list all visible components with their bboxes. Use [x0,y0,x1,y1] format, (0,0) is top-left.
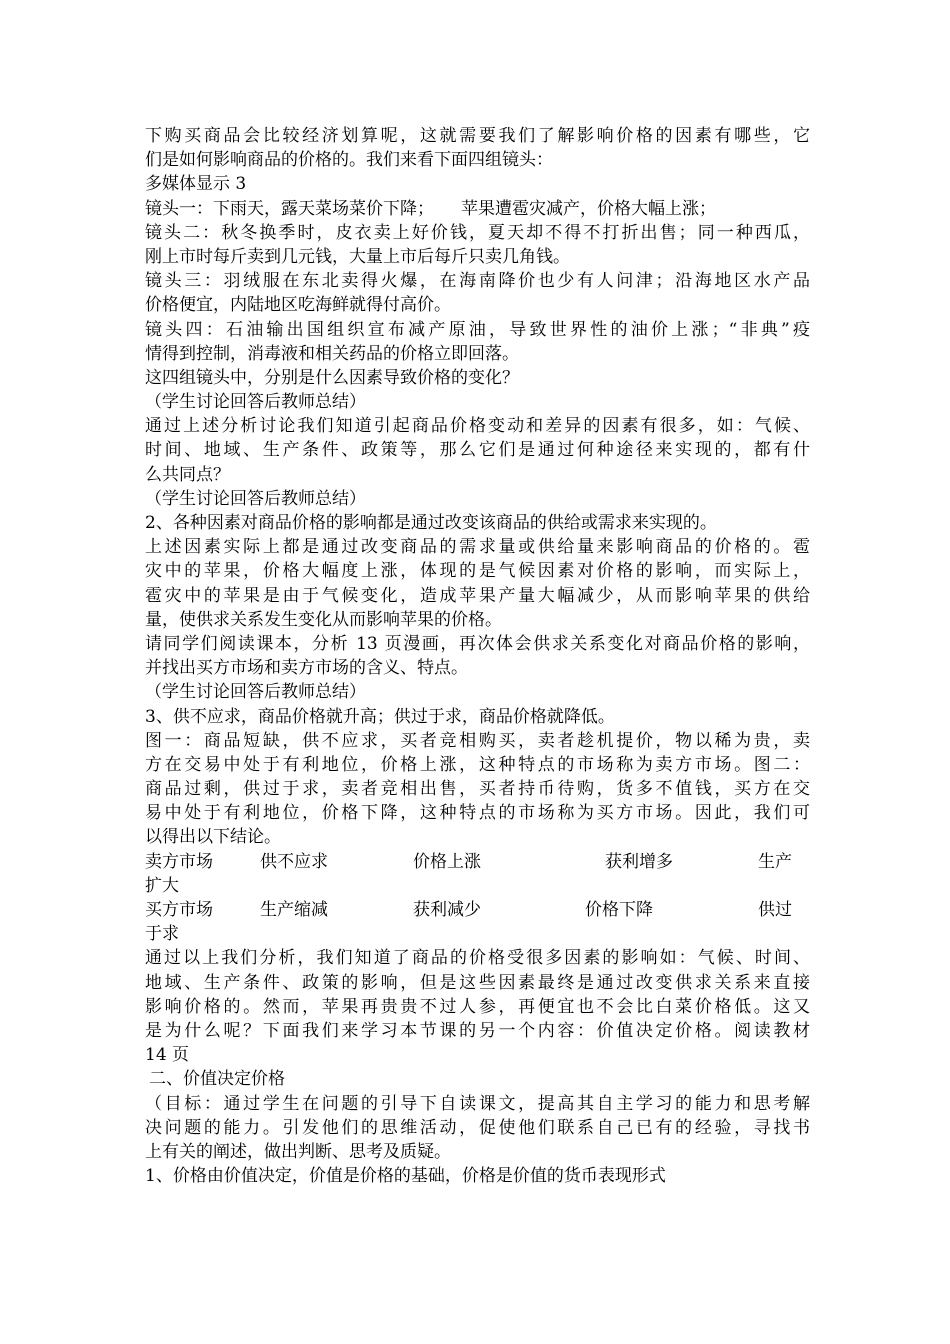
table-cell: 供过 [758,900,792,920]
table-cell: 获利增多 [605,851,673,872]
table-cell: 供不应求 [260,851,328,872]
paragraph-line: 镜头二：秋冬换季时，皮衣卖上好价钱，夏天却不得不打折出售；同一种西瓜， [145,222,810,243]
paragraph-line: 2、各种因素对商品价格的影响都是通过改变该商品的供给或需求来实现的。 [145,513,717,533]
paragraph-line: （学生讨论回答后教师总结） [145,488,366,509]
table-cell: 价格上涨 [413,851,481,872]
paragraph-line: 决问题的能力。引发他们的思维活动，促使他们联系自己已有的经验，寻找书 [145,1117,810,1138]
market-table-row-buyer [145,898,810,922]
paragraph-line: 上有关的阐述，做出判断、思考及质疑。 [145,1141,451,1162]
table-cell: 获利减少 [413,900,481,920]
paragraph-line: 14 页 [145,1045,190,1066]
paragraph-line: 以得出以下结论。 [145,827,281,848]
table-cell-wrap: 于求 [145,924,179,945]
paragraph-line: 刚上市时每斤卖到几元钱，大量上市后每斤只卖几角钱。 [145,246,570,267]
paragraph-line: 灾中的苹果，价格大幅度上涨，体现的是气候因素对价格的影响，而实际上， [145,561,810,582]
paragraph-line: 地域、生产条件、政策的影响，但是这些因素最终是通过改变供求关系来直接 [145,972,810,993]
table-cell: 生产 [758,851,792,872]
paragraph-line: 镜头三：羽绒服在东北卖得火爆，在海南降价也少有人问津；沿海地区水产品 [145,271,810,292]
paragraph-line: 这四组镜头中，分别是什么因素导致价格的变化？ [145,367,519,388]
section-heading: 二、价值决定价格 [149,1069,285,1090]
table-cell: 买方市场 [145,900,213,920]
paragraph-line: 通过上述分析讨论我们知道引起商品价格变动和差异的因素有很多，如：气候、 [145,416,810,437]
paragraph-line: （学生讨论回答后教师总结） [145,392,366,413]
paragraph-line: 通过以上我们分析，我们知道了商品的价格受很多因素的影响如：气候、时间、 [145,948,810,969]
document-page [145,124,810,1188]
paragraph-line: 时间、地域、生产条件、政策等，那么它们是通过何种途径来实现的，都有什 [145,440,810,461]
paragraph-line: 是为什么呢？下面我们来学习本节课的另一个内容：价值决定价格。阅读教材 [145,1020,810,1041]
paragraph-line: 易中处于有利地位，价格下降，这种特点的市场称为买方市场。因此，我们可 [145,803,810,824]
paragraph-line: 价格便宜，内陆地区吃海鲜就得付高价。 [145,295,451,316]
paragraph-line: 3、供不应求，商品价格就升高；供过于求，商品价格就降低。 [145,706,615,727]
table-cell: 卖方市场 [145,851,213,872]
table-cell: 价格下降 [585,900,653,920]
paragraph-line: 上述因素实际上都是通过改变商品的需求量或供给量来影响商品的价格的。雹 [145,537,810,558]
table-cell-wrap: 扩大 [145,875,179,896]
paragraph-line: 情得到控制，消毒液和相关药品的价格立即回落。 [145,343,519,364]
paragraph-line: 镜头四：石油输出国组织宣布减产原油，导致世界性的油价上涨；“非典”疫 [145,319,810,340]
paragraph-line: 镜头一：下雨天，露天菜场菜价下降； 苹果遭雹灾减产，价格大幅上涨； [145,198,717,219]
paragraph-line: 么共同点？ [145,464,230,485]
paragraph-line: （学生讨论回答后教师总结） [145,682,366,703]
paragraph-line: 1、价格由价值决定，价值是价格的基础，价格是价值的货币表现形式 [145,1166,666,1187]
paragraph-line: 并找出买方市场和卖方市场的含义、特点。 [145,658,468,679]
table-cell: 生产缩减 [260,900,328,920]
paragraph-line: 商品过剩，供过于求，卖者竞相出售，买者持币待购，货多不值钱，买方在交 [145,779,810,800]
paragraph-line: 们是如何影响商品的价格的。我们来看下面四组镜头： [145,150,553,171]
paragraph-line: 雹灾中的苹果是由于气候变化，造成苹果产量大幅减少，从而影响苹果的供给 [145,585,810,606]
paragraph-line: 方在交易中处于有利地位，价格上涨，这种特点的市场称为卖方市场。图二： [145,754,810,775]
paragraph-line: 图一：商品短缺，供不应求，买者竞相购买，卖者趁机提价，物以稀为贵，卖 [145,730,810,751]
paragraph-line: 请同学们阅读课本，分析 13 页漫画，再次体会供求关系变化对商品价格的影响， [145,633,810,654]
paragraph-line: 量，使供求关系发生变化从而影响苹果的价格。 [145,609,502,630]
paragraph-line: （目标：通过学生在问题的引导下自读课文，提高其自主学习的能力和思考解 [145,1093,810,1114]
paragraph-line: 多媒体显示 3 [145,174,247,195]
paragraph-line: 影响价格的。然而，苹果再贵贵不过人参，再便宜也不会比白菜价格低。这又 [145,996,810,1017]
paragraph-line: 下购买商品会比较经济划算呢，这就需要我们了解影响价格的因素有哪些，它 [145,126,810,146]
market-table-row-seller [145,850,810,874]
